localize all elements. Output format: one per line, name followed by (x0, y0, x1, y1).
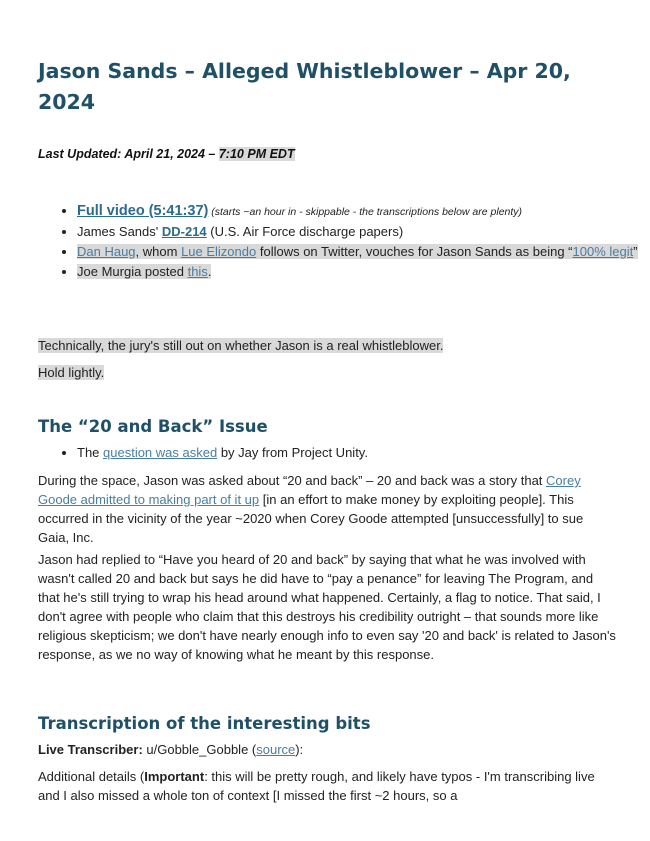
links-list (38, 201, 650, 281)
updated-time: 7:10 PM EDT (218, 147, 295, 161)
last-updated (38, 147, 295, 161)
transcriber-end: ): (295, 742, 304, 757)
paragraph-20-and-back (38, 471, 616, 547)
q-prefix: The (77, 445, 104, 460)
murgia-text (77, 264, 211, 279)
question-list (38, 443, 368, 462)
murgia-this-link[interactable]: this (187, 264, 208, 279)
hold-text: Hold lightly. (38, 365, 105, 380)
transcriber-label: Live Transcriber: (38, 742, 143, 757)
hold-paragraph (38, 363, 616, 382)
p1-text-b: [in an effort to make money by exploiting people]. This occurred in the vicinity of the year ~2020 when Corey Goode attempted [unsuccessfully] to sue Gaia, Inc. (38, 492, 584, 545)
haug-text (77, 244, 638, 259)
full-video-link[interactable]: Full video (5:41:37) (77, 203, 209, 219)
list-item-video (77, 201, 650, 222)
q-suffix: by Jay from Project Unity. (217, 445, 368, 460)
jury-paragraph (38, 336, 616, 355)
legit-link[interactable]: 100% legit (572, 244, 634, 259)
transcriber-name: u/Gobble_Gobble ( (142, 742, 257, 757)
dd214-link[interactable]: DD-214 (161, 224, 207, 239)
p3-text-b: : this will be pretty rough, and likely have typos - I'm transcribing live and I also missed a whole ton of context [I missed the first ~2 hours, so a (38, 769, 595, 803)
list-item-dd214 (77, 222, 650, 241)
page-title: Jason Sands – Alleged Whistleblower – Apr 20, 2024 (38, 59, 571, 114)
list-item-haug (77, 242, 650, 261)
murgia-prefix: Joe Murgia posted (77, 264, 188, 279)
paragraph-penance: Jason had replied to “Have you heard of 20 and back” by saying that what he was involved with wasn't called 20 and back but says he did have to “pay a penance” for leaving The Program, and that he's still trying to wrap his head around what happened. Certainly, a flag to notice. That said, I don't agree with people who claim that this destroys his credibility outright – that sounds more like religious skepticism; we don't have nearly enough info to even say '20 and back' is related to Jason's response, as we no way of knowing what he meant by this response. (38, 552, 616, 662)
lue-elizondo-link[interactable]: Lue Elizondo (181, 244, 257, 259)
transcriber-line (38, 740, 616, 759)
list-item-question (77, 443, 368, 462)
section-20-and-back-heading: The “20 and Back” Issue (38, 417, 268, 436)
section-transcription-heading: Transcription of the interesting bits (38, 714, 371, 733)
p1-text-a: During the space, Jason was asked about “20 and back” – 20 and back was a story that (38, 473, 547, 488)
haug-mid2: follows on Twitter, vouches for Jason Sands as being “ (256, 244, 573, 259)
dd-suffix: (U.S. Air Force discharge papers) (206, 224, 404, 239)
source-link[interactable]: source (256, 742, 296, 757)
paragraph-additional-details (38, 767, 616, 805)
question-asked-link[interactable]: question was asked (103, 445, 218, 460)
list-item-murgia (77, 262, 650, 281)
video-note: (starts ~an hour in - skippable - the transcriptions below are plenty) (208, 206, 523, 218)
jury-text: Technically, the jury's still out on whether Jason is a real whistleblower. (38, 338, 444, 353)
p3-important: Important (144, 769, 205, 784)
haug-end: ” (633, 244, 638, 259)
murgia-end: . (207, 264, 212, 279)
dan-haug-link[interactable]: Dan Haug (77, 244, 136, 259)
haug-mid: , whom (135, 244, 182, 259)
updated-label: Last Updated: April 21, 2024 – (38, 147, 219, 161)
corey-goode-link[interactable]: Corey Goode admitted to making part of it up (38, 473, 581, 507)
p3-text-a: Additional details ( (38, 769, 145, 784)
dd-prefix: James Sands' (77, 224, 162, 239)
